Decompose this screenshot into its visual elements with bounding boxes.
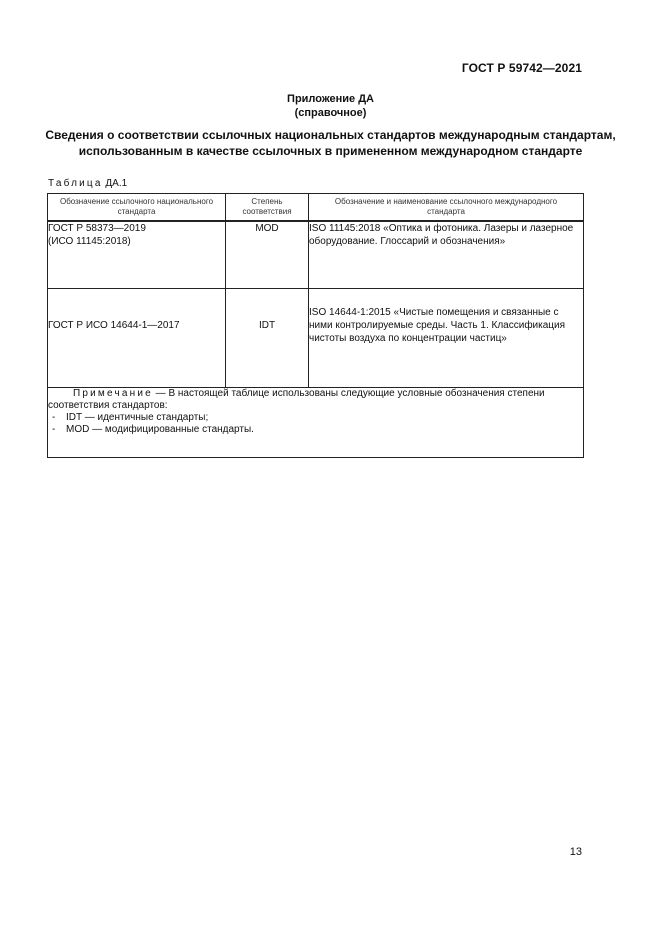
note-list-item <box>48 424 583 436</box>
table-caption-word: Таблица <box>48 178 103 189</box>
table-note <box>48 388 584 458</box>
standard-designation: ГОСТ Р 59742—2021 <box>461 61 582 75</box>
international-standard-cell: ISO 11145:2018 «Оптика и фотоника. Лазеры и лазерное оборудование. Глоссарий и обозначения» <box>309 221 584 289</box>
section-title-line-1: Сведения о соответствии ссылочных национальных стандартов международным стандартам, <box>45 128 616 142</box>
annex-heading <box>0 92 661 120</box>
table-caption-id: ДА.1 <box>105 178 128 189</box>
table-caption <box>48 178 127 189</box>
table-row <box>48 289 584 388</box>
note-item-dash: - <box>52 412 56 423</box>
note-list-item <box>48 412 583 424</box>
section-title <box>45 127 616 159</box>
table-header-row <box>48 194 584 222</box>
conformity-table <box>47 193 584 458</box>
header-national-standard: Обозначение ссылочного национального стандарта <box>48 194 226 222</box>
note-text: — В настоящей таблице использованы следующие условные обозначения степени соответствия стандартов: <box>48 388 545 411</box>
national-standard-cell <box>48 221 226 289</box>
annex-subtitle: (справочное) <box>294 107 367 119</box>
header-international-standard: Обозначение и наименование ссылочного международного стандарта <box>309 194 584 222</box>
header-degree: Степень соответствия <box>226 194 309 222</box>
degree-cell: MOD <box>226 221 309 289</box>
table-note-row <box>48 388 584 458</box>
note-intro <box>48 388 583 412</box>
note-item-text: IDT — идентичные стандарты; <box>66 412 209 423</box>
note-item-dash: - <box>52 424 56 435</box>
table-row <box>48 221 584 289</box>
page-number: 13 <box>569 846 582 858</box>
national-standard-iso-ref: (ИСО 11145:2018) <box>48 236 131 247</box>
section-title-line-2: использованным в качестве ссылочных в примененном международном стандарте <box>78 144 583 158</box>
international-standard-cell: ISO 14644-1:2015 «Чистые помещения и связанные с ними контролируемые среды. Часть 1. Классификация чистоты воздуха по концентрации частиц» <box>309 289 584 388</box>
degree-cell: IDT <box>226 289 309 388</box>
note-item-text: MOD — модифицированные стандарты. <box>66 424 254 435</box>
note-label: Примечание <box>73 388 153 399</box>
national-standard-code: ГОСТ Р 58373—2019 <box>48 223 146 234</box>
national-standard-cell: ГОСТ Р ИСО 14644-1—2017 <box>48 289 226 388</box>
annex-title: Приложение ДА <box>287 93 374 105</box>
